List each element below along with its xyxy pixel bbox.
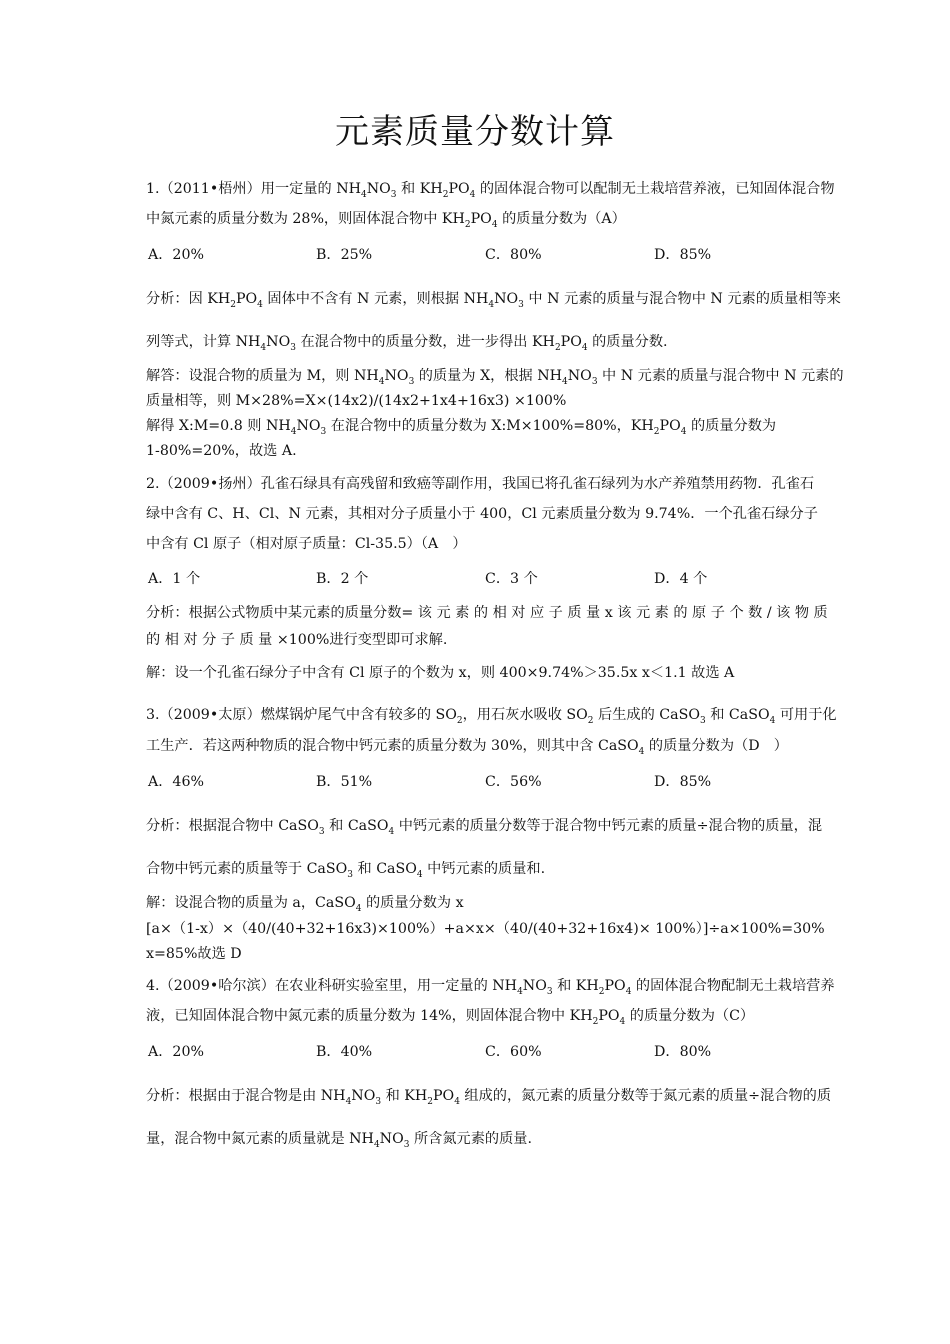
q4-line1	[146, 977, 835, 995]
text-segment: 的质量分数为 x	[361, 895, 464, 911]
q4-option-a: A．20%	[148, 1044, 204, 1060]
formula-subscript: 3	[390, 190, 397, 200]
q1-solution-line3	[146, 417, 776, 435]
text-segment: 和 KH	[396, 181, 443, 197]
formula-subscript: 2	[554, 343, 561, 353]
formula-subscript: 4	[355, 904, 362, 914]
q1-solution-line2: 质量相等，则 M×28%=X×(14x2)/(14x2+1x4+16x3) ×100%	[146, 393, 567, 409]
text-segment: 量，混合物中氮元素的质量就是 NH	[146, 1131, 374, 1147]
text-segment: 组成的，氮元素的质量分数等于氮元素的质量÷混合物的质	[459, 1088, 832, 1104]
text-segment: 和 CaSO	[705, 707, 770, 723]
q3-option-a: A．46%	[148, 774, 204, 790]
q1-solution-line1	[146, 367, 844, 385]
text-segment: 的质量分数为（A）	[497, 211, 626, 227]
q3-option-d: D．85%	[654, 774, 712, 790]
q1-option-c: C．80%	[485, 247, 542, 263]
formula-subscript: 4	[619, 1017, 626, 1027]
q3-solution-line1	[146, 894, 464, 912]
text-segment: 分析：根据由于混合物是由 NH	[146, 1088, 346, 1104]
formula-subscript: 4	[416, 870, 423, 880]
text-segment: NO	[522, 978, 547, 994]
q2-solution: 解：设一个孔雀石绿分子中含有 Cl 原子的个数为 x，则 400×9.74%＞35.5x x＜1.1 故选 A	[146, 665, 735, 681]
text-segment: PO	[448, 181, 470, 197]
q4-line2	[146, 1007, 754, 1025]
text-segment: 中钙元素的质量分数等于混合物中钙元素的质量÷混合物的质量，混	[394, 818, 823, 834]
formula-subscript: 4	[769, 716, 776, 726]
q3-line2	[146, 737, 788, 755]
formula-subscript: 2	[442, 190, 449, 200]
text-segment: NO	[266, 334, 291, 350]
formula-subscript: 4	[361, 190, 367, 200]
formula-subscript: 2	[587, 716, 594, 726]
text-segment: NO	[366, 181, 391, 197]
q1-option-a: A．20%	[148, 247, 204, 263]
text-segment: NO	[567, 368, 592, 384]
q1-line1	[146, 180, 835, 198]
formula-subscript: 4	[469, 190, 476, 200]
formula-subscript: 4	[345, 1097, 352, 1107]
q2-option-b: B．2 个	[316, 571, 369, 587]
text-segment: PO	[598, 1008, 620, 1024]
formula-subscript: 3	[591, 377, 598, 387]
text-segment: NO	[296, 418, 321, 434]
text-segment: 的固体混合物配制无土栽培营养	[631, 978, 835, 994]
q1-solution-line4: 1-80%=20%，故选 A.	[146, 443, 297, 459]
text-segment: 和 CaSO	[324, 818, 389, 834]
formula-subscript: 3	[699, 716, 706, 726]
text-segment: 固体中不含有 N 元素，则根据 NH	[262, 291, 489, 307]
text-segment: 的质量分数为（C）	[625, 1008, 755, 1024]
text-segment: 合物中钙元素的质量等于 CaSO	[146, 861, 348, 877]
q4-option-b: B．40%	[316, 1044, 373, 1060]
text-segment: 中 N 元素的质量与混合物中 N 元素的	[597, 368, 844, 384]
formula-subscript: 4	[562, 377, 568, 387]
text-segment: 解答：设混合物的质量为 M，则 NH	[146, 368, 379, 384]
formula-subscript: 4	[581, 343, 588, 353]
text-segment: 可用于化	[775, 707, 837, 723]
text-segment: PO	[433, 1088, 455, 1104]
text-segment: 4.（2009•哈尔滨）在农业科研实验室里，用一定量的 NH	[146, 978, 518, 994]
text-segment: 所含氮元素的质量.	[409, 1131, 532, 1147]
q3-analysis-line1	[146, 817, 822, 835]
formula-subscript: 3	[320, 427, 327, 437]
text-segment: 在混合物中的质量分数，进一步得出 KH	[295, 334, 555, 350]
q2-line1: 2.（2009•扬州）孔雀石绿具有高残留和致癌等副作用，我国已将孔雀石绿列为水产养殖禁用药物．孔雀石	[146, 476, 815, 492]
q3-option-b: B．51%	[316, 774, 373, 790]
text-segment: 分析：根据混合物中 CaSO	[146, 818, 319, 834]
formula-subscript: 2	[456, 716, 463, 726]
formula-subscript: 4	[488, 300, 495, 310]
formula-subscript: 4	[373, 1140, 380, 1150]
text-segment: 1.（2011•梧州）用一定量的 NH	[146, 181, 361, 197]
formula-subscript: 3	[375, 1097, 382, 1107]
text-segment: 和 KH	[552, 978, 599, 994]
text-segment: 的固体混合物可以配制无土栽培营养液，已知固体混合物	[475, 181, 835, 197]
q1-option-d: D．85%	[654, 247, 712, 263]
text-segment: 列等式，计算 NH	[146, 334, 261, 350]
text-segment: NO	[494, 291, 519, 307]
formula-subscript: 4	[257, 300, 263, 310]
formula-subscript: 4	[378, 377, 385, 387]
text-segment: NO	[351, 1088, 376, 1104]
text-segment: 中氮元素的质量分数为 28%，则固体混合物中 KH	[146, 211, 465, 227]
text-segment: 和 KH	[381, 1088, 428, 1104]
text-segment: 工生产．若这两种物质的混合物中钙元素的质量分数为 30%，则其中含 CaSO	[146, 738, 639, 754]
formula-subscript: 3	[403, 1140, 410, 1150]
text-segment: NO	[384, 368, 409, 384]
text-segment: 和 CaSO	[352, 861, 417, 877]
formula-subscript: 3	[318, 827, 325, 837]
q4-option-c: C．60%	[485, 1044, 542, 1060]
formula-subscript: 3	[408, 377, 415, 387]
text-segment: NO	[379, 1131, 404, 1147]
text-segment: PO	[604, 978, 626, 994]
text-segment: PO	[235, 291, 258, 307]
formula-subscript: 4	[680, 427, 687, 437]
q1-option-b: B．25%	[316, 247, 373, 263]
formula-subscript: 4	[454, 1097, 460, 1107]
formula-subscript: 3	[518, 300, 524, 310]
text-segment: PO	[659, 418, 681, 434]
formula-subscript: 4	[290, 427, 297, 437]
formula-subscript: 4	[625, 987, 632, 997]
q3-option-c: C．56%	[485, 774, 542, 790]
formula-subscript: 2	[464, 220, 471, 230]
text-segment: 后生成的 CaSO	[593, 707, 700, 723]
formula-subscript: 2	[592, 1017, 599, 1027]
q2-option-c: C．3 个	[485, 571, 538, 587]
q4-analysis-line1	[146, 1087, 831, 1105]
formula-subscript: 4	[491, 220, 498, 230]
formula-subscript: 2	[653, 427, 660, 437]
text-segment: 分析：因 KH	[146, 291, 231, 307]
formula-subscript: 3	[347, 870, 353, 880]
text-segment: 中钙元素的质量和.	[422, 861, 546, 877]
q3-solution-line2: [a×（1-x）×（40/(40+32+16x3)×100%）+a×x×（40/(40+32+16x4)× 100%）]÷a×100%=30%	[146, 921, 825, 937]
q3-line1	[146, 706, 837, 724]
formula-subscript: 3	[546, 987, 553, 997]
q1-line2	[146, 210, 626, 228]
q2-option-a: A．1 个	[148, 571, 201, 587]
q2-line2: 绿中含有 C、H、Cl、N 元素，其相对分子质量小于 400，Cl 元素质量分数为 9.74%．一个孔雀石绿分子	[146, 506, 818, 522]
text-segment: PO	[560, 334, 582, 350]
q1-analysis-line2	[146, 333, 668, 351]
formula-subscript: 4	[388, 827, 395, 837]
page-title: 元素质量分数计算	[335, 112, 615, 152]
text-segment: 解：设混合物的质量为 a，CaSO	[146, 895, 356, 911]
formula-subscript: 2	[598, 987, 605, 997]
text-segment: 的质量分数.	[587, 334, 668, 350]
text-segment: 的质量分数为（D ）	[644, 738, 788, 754]
formula-subscript: 3	[290, 343, 296, 353]
text-segment: 解得 X:M=0.8 则 NH	[146, 418, 291, 434]
text-segment: 液，已知固体混合物中氮元素的质量分数为 14%，则固体混合物中 KH	[146, 1008, 593, 1024]
text-segment: 的质量为 X，根据 NH	[414, 368, 563, 384]
text-segment: PO	[470, 211, 492, 227]
q4-option-d: D．80%	[654, 1044, 712, 1060]
q2-analysis-line2: 的 相 对 分 子 质 量 ×100%进行变型即可求解.	[146, 632, 448, 648]
formula-subscript: 4	[260, 343, 267, 353]
formula-subscript: 2	[230, 300, 236, 310]
formula-subscript: 4	[638, 747, 645, 757]
q2-analysis-line1: 分析：根据公式物质中某元素的质量分数= 该 元 素 的 相 对 应 子 质 量 x 该 元 素 的 原 子 个 数 / 该 物 质	[146, 605, 828, 621]
q2-line3: 中含有 Cl 原子（相对原子质量：Cl-35.5）（A ）	[146, 536, 467, 552]
q3-analysis-line2	[146, 860, 545, 878]
q2-option-d: D．4 个	[654, 571, 708, 587]
text-segment: 在混合物中的质量分数为 X:M×100%=80%，KH	[326, 418, 654, 434]
q3-solution-line3: x=85%故选 D	[146, 946, 242, 962]
formula-subscript: 4	[517, 987, 523, 997]
text-segment: 的质量分数为	[686, 418, 777, 434]
text-segment: ，用石灰水吸收 SO	[462, 707, 588, 723]
formula-subscript: 2	[427, 1097, 433, 1107]
q4-analysis-line2	[146, 1130, 532, 1148]
text-segment: 中 N 元素的质量与混合物中 N 元素的质量相等来	[523, 291, 841, 307]
text-segment: 3.（2009•太原）燃煤锅炉尾气中含有较多的 SO	[146, 707, 457, 723]
q1-analysis-line1	[146, 290, 841, 308]
